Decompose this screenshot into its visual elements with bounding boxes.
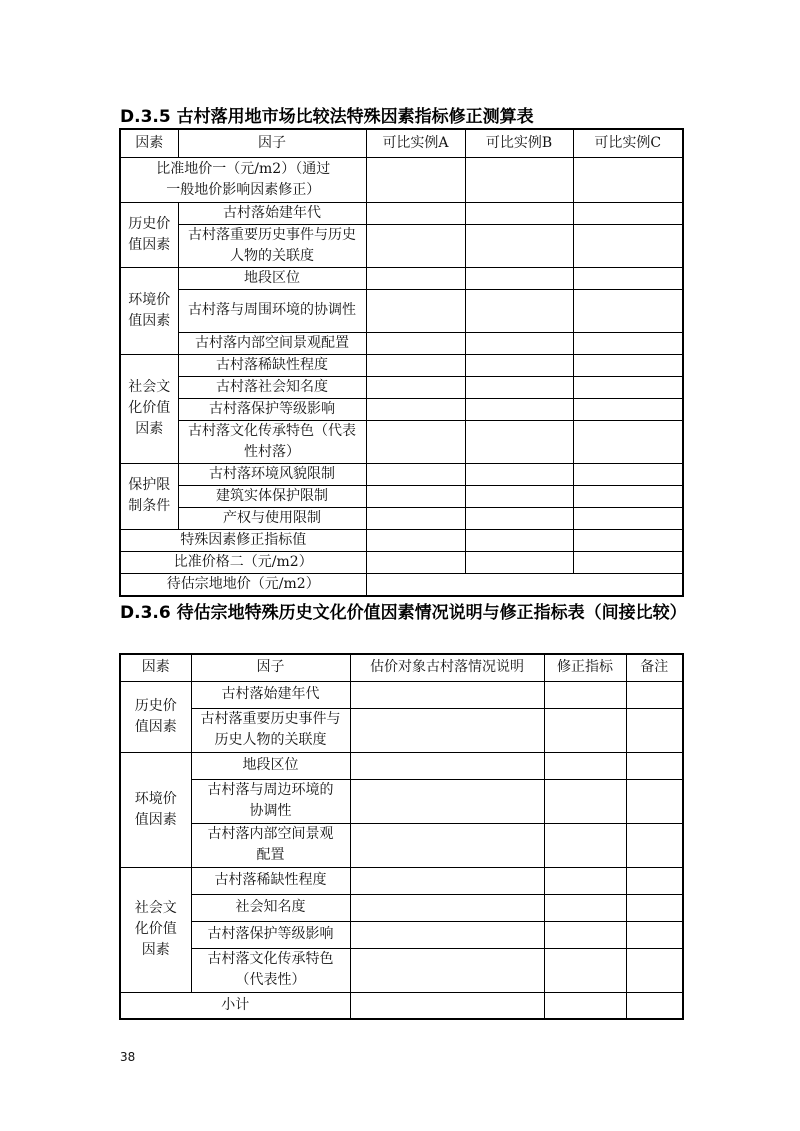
value-cell[interactable] <box>465 463 573 485</box>
table-row <box>120 202 683 224</box>
value-cell[interactable] <box>573 529 683 551</box>
value-cell[interactable] <box>366 551 465 573</box>
value-cell[interactable] <box>366 529 465 551</box>
value-cell[interactable] <box>573 224 683 267</box>
value-cell[interactable] <box>626 779 683 823</box>
subtotal-label: 小计 <box>120 992 350 1019</box>
value-cell[interactable] <box>366 485 465 507</box>
header-cell: 可比实例B <box>465 129 573 157</box>
table1 <box>119 128 684 597</box>
item-cell: 古村落与周边环境的协调性 <box>191 779 350 823</box>
value-cell[interactable] <box>350 948 544 992</box>
value-cell[interactable] <box>573 485 683 507</box>
table2 <box>119 653 684 1020</box>
table-header-row <box>120 129 683 157</box>
header-cell: 可比实例C <box>573 129 683 157</box>
base-price-2-label: 比准价格二（元/m2） <box>120 551 366 573</box>
item-cell: 古村落与周围环境的协调性 <box>178 289 366 332</box>
value-cell[interactable] <box>544 823 626 867</box>
item-cell: 建筑实体保护限制 <box>178 485 366 507</box>
value-cell[interactable] <box>626 948 683 992</box>
value-cell[interactable] <box>544 708 626 752</box>
factor-cell: 保护限制条件 <box>120 463 178 529</box>
table2-title: D.3.6 待估宗地特殊历史文化价值因素情况说明与修正指标表（间接比较） <box>120 603 687 623</box>
table-row <box>120 332 683 354</box>
table-row <box>120 779 683 823</box>
header-cell: 因素 <box>120 129 178 157</box>
value-cell[interactable] <box>626 992 683 1019</box>
value-cell[interactable] <box>573 157 683 202</box>
value-cell[interactable] <box>544 948 626 992</box>
special-index-label: 特殊因素修正指标值 <box>120 529 366 551</box>
item-cell: 古村落环境风貌限制 <box>178 463 366 485</box>
value-cell[interactable] <box>465 157 573 202</box>
item-cell: 古村落社会知名度 <box>178 376 366 398</box>
table-row <box>120 224 683 267</box>
table-row <box>120 529 683 551</box>
value-cell[interactable] <box>366 463 465 485</box>
value-cell[interactable] <box>465 376 573 398</box>
factor-cell: 历史价值因素 <box>120 202 178 267</box>
value-cell[interactable] <box>366 376 465 398</box>
table-row <box>120 354 683 376</box>
header-cell: 估价对象古村落情况说明 <box>350 654 544 681</box>
table-row <box>120 573 683 596</box>
value-cell[interactable] <box>465 267 573 289</box>
target-price-value[interactable] <box>366 573 683 596</box>
table-row <box>120 289 683 332</box>
table-row <box>120 921 683 948</box>
item-cell: 产权与使用限制 <box>178 507 366 529</box>
value-cell[interactable] <box>465 332 573 354</box>
value-cell[interactable] <box>544 921 626 948</box>
value-cell[interactable] <box>366 202 465 224</box>
value-cell[interactable] <box>626 752 683 779</box>
table-row <box>120 157 683 202</box>
value-cell[interactable] <box>465 202 573 224</box>
value-cell[interactable] <box>573 463 683 485</box>
value-cell[interactable] <box>465 354 573 376</box>
value-cell[interactable] <box>544 779 626 823</box>
value-cell[interactable] <box>573 376 683 398</box>
page-number: 38 <box>120 1050 136 1064</box>
value-cell[interactable] <box>366 289 465 332</box>
value-cell[interactable] <box>573 267 683 289</box>
value-cell[interactable] <box>626 921 683 948</box>
header-cell: 备注 <box>626 654 683 681</box>
value-cell[interactable] <box>573 332 683 354</box>
header-cell: 可比实例A <box>366 129 465 157</box>
value-cell[interactable] <box>366 332 465 354</box>
value-cell[interactable] <box>465 224 573 267</box>
factor-cell: 社会文化价值因素 <box>120 867 191 992</box>
header-cell: 因素 <box>120 654 191 681</box>
item-cell: 古村落内部空间景观配置 <box>191 823 350 867</box>
value-cell[interactable] <box>544 992 626 1019</box>
value-cell[interactable] <box>573 202 683 224</box>
table-row <box>120 681 683 708</box>
table-row <box>120 420 683 463</box>
table-row <box>120 267 683 289</box>
value-cell[interactable] <box>366 224 465 267</box>
value-cell[interactable] <box>544 681 626 708</box>
value-cell[interactable] <box>544 752 626 779</box>
value-cell[interactable] <box>573 398 683 420</box>
item-cell: 古村落保护等级影响 <box>191 921 350 948</box>
value-cell[interactable] <box>465 507 573 529</box>
table-row <box>120 398 683 420</box>
value-cell[interactable] <box>465 289 573 332</box>
value-cell[interactable] <box>366 157 465 202</box>
value-cell[interactable] <box>350 894 544 921</box>
factor-cell: 社会文化价值因素 <box>120 354 178 463</box>
value-cell[interactable] <box>626 681 683 708</box>
item-cell: 古村落文化传承特色（代表性） <box>191 948 350 992</box>
target-price-label: 待估宗地地价（元/m2） <box>120 573 366 596</box>
factor-cell: 历史价值因素 <box>120 681 191 752</box>
value-cell[interactable] <box>573 507 683 529</box>
item-cell: 古村落重要历史事件与历史人物的关联度 <box>191 708 350 752</box>
table-row <box>120 376 683 398</box>
item-cell: 古村落文化传承特色（代表性村落） <box>178 420 366 463</box>
table-row <box>120 752 683 779</box>
value-cell[interactable] <box>366 507 465 529</box>
table-row <box>120 948 683 992</box>
item-cell: 古村落稀缺性程度 <box>191 867 350 894</box>
item-cell: 古村落始建年代 <box>191 681 350 708</box>
value-cell[interactable] <box>465 398 573 420</box>
item-cell: 地段区位 <box>191 752 350 779</box>
table-row <box>120 823 683 867</box>
value-cell[interactable] <box>465 420 573 463</box>
header-cell: 因子 <box>178 129 366 157</box>
value-cell[interactable] <box>626 867 683 894</box>
value-cell[interactable] <box>465 529 573 551</box>
value-cell[interactable] <box>366 267 465 289</box>
value-cell[interactable] <box>350 992 544 1019</box>
value-cell[interactable] <box>544 894 626 921</box>
table-row <box>120 485 683 507</box>
value-cell[interactable] <box>350 779 544 823</box>
table-row <box>120 992 683 1019</box>
value-cell[interactable] <box>366 398 465 420</box>
base-price-1-label: 比准地价一（元/m2）（通过一般地价影响因素修正） <box>120 157 366 202</box>
value-cell[interactable] <box>366 354 465 376</box>
value-cell[interactable] <box>573 289 683 332</box>
value-cell[interactable] <box>626 823 683 867</box>
value-cell[interactable] <box>573 551 683 573</box>
table-row <box>120 463 683 485</box>
value-cell[interactable] <box>573 354 683 376</box>
factor-cell: 环境价值因素 <box>120 752 191 867</box>
value-cell[interactable] <box>465 485 573 507</box>
value-cell[interactable] <box>465 551 573 573</box>
header-cell: 修正指标 <box>544 654 626 681</box>
value-cell[interactable] <box>544 867 626 894</box>
item-cell: 古村落重要历史事件与历史人物的关联度 <box>178 224 366 267</box>
item-cell: 古村落内部空间景观配置 <box>178 332 366 354</box>
table1-title: D.3.5 古村落用地市场比较法特殊因素指标修正测算表 <box>120 107 534 127</box>
value-cell[interactable] <box>366 420 465 463</box>
value-cell[interactable] <box>350 823 544 867</box>
value-cell[interactable] <box>626 894 683 921</box>
table-row <box>120 708 683 752</box>
item-cell: 古村落始建年代 <box>178 202 366 224</box>
table-row <box>120 894 683 921</box>
header-cell: 因子 <box>191 654 350 681</box>
table-row <box>120 551 683 573</box>
table-row <box>120 507 683 529</box>
item-cell: 古村落稀缺性程度 <box>178 354 366 376</box>
value-cell[interactable] <box>350 752 544 779</box>
value-cell[interactable] <box>350 867 544 894</box>
item-cell: 社会知名度 <box>191 894 350 921</box>
value-cell[interactable] <box>350 708 544 752</box>
value-cell[interactable] <box>350 921 544 948</box>
table-row <box>120 867 683 894</box>
item-cell: 古村落保护等级影响 <box>178 398 366 420</box>
item-cell: 地段区位 <box>178 267 366 289</box>
value-cell[interactable] <box>573 420 683 463</box>
value-cell[interactable] <box>350 681 544 708</box>
value-cell[interactable] <box>626 708 683 752</box>
table-header-row <box>120 654 683 681</box>
factor-cell: 环境价值因素 <box>120 267 178 354</box>
